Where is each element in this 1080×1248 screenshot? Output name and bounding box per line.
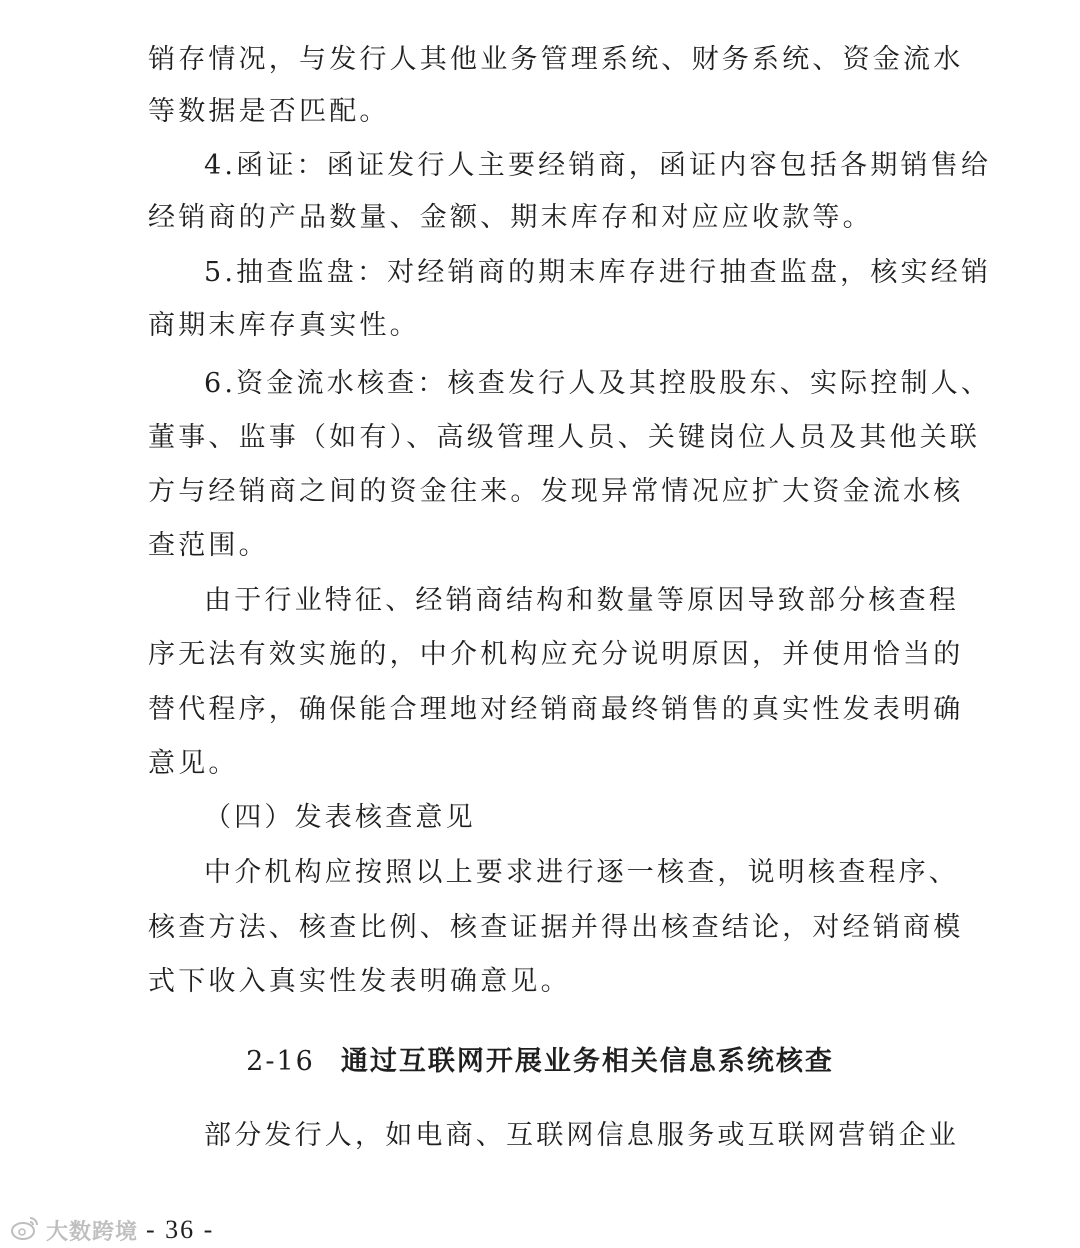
section-title: 通过互联网开展业务相关信息系统核查 xyxy=(340,1046,834,1077)
paragraph-line: 核查方法、核查比例、核查证据并得出核查结论，对经销商模 xyxy=(148,912,964,943)
paragraph-line: 商期末库存真实性。 xyxy=(148,310,420,341)
paragraph-line: 由于行业特征、经销商结构和数量等原因导致部分核查程 xyxy=(204,585,959,616)
paragraph-line: 序无法有效实施的，中介机构应充分说明原因，并使用恰当的 xyxy=(148,639,964,670)
paragraph-line: 董事、监事（如有）、高级管理人员、关键岗位人员及其他关联 xyxy=(148,422,981,453)
paragraph-line: 6.资金流水核查：核查发行人及其控股股东、实际控制人、 xyxy=(204,368,992,399)
paragraph-line: 中介机构应按照以上要求进行逐一核查，说明核查程序、 xyxy=(204,857,959,888)
paragraph-line: 销存情况，与发行人其他业务管理系统、财务系统、资金流水 xyxy=(148,44,964,75)
paragraph-line: 等数据是否匹配。 xyxy=(148,96,390,127)
paragraph-line: 方与经销商之间的资金往来。发现异常情况应扩大资金流水核 xyxy=(148,476,964,507)
section-number: 2-16 xyxy=(246,1046,315,1077)
paragraph-line: 查范围。 xyxy=(148,530,269,561)
watermark xyxy=(10,1212,138,1248)
paragraph-line: 意见。 xyxy=(148,748,239,779)
weibo-logo-icon xyxy=(10,1215,40,1245)
paragraph-line: 4.函证：函证发行人主要经销商，函证内容包括各期销售给 xyxy=(204,150,992,181)
paragraph-line: 替代程序，确保能合理地对经销商最终销售的真实性发表明确 xyxy=(148,694,964,725)
subsection-heading: （四）发表核查意见 xyxy=(204,802,476,833)
watermark-text: 大数跨境 xyxy=(46,1219,139,1245)
section-heading xyxy=(150,1040,930,1084)
page-number: - 36 - xyxy=(146,1215,215,1244)
paragraph-line: 5.抽查监盘：对经销商的期末库存进行抽查监盘，核实经销 xyxy=(204,257,992,288)
paragraph-line: 式下收入真实性发表明确意见。 xyxy=(148,966,571,997)
paragraph-line: 部分发行人，如电商、互联网信息服务或互联网营销企业 xyxy=(204,1120,959,1151)
paragraph-line: 经销商的产品数量、金额、期末库存和对应应收款等。 xyxy=(148,202,873,233)
